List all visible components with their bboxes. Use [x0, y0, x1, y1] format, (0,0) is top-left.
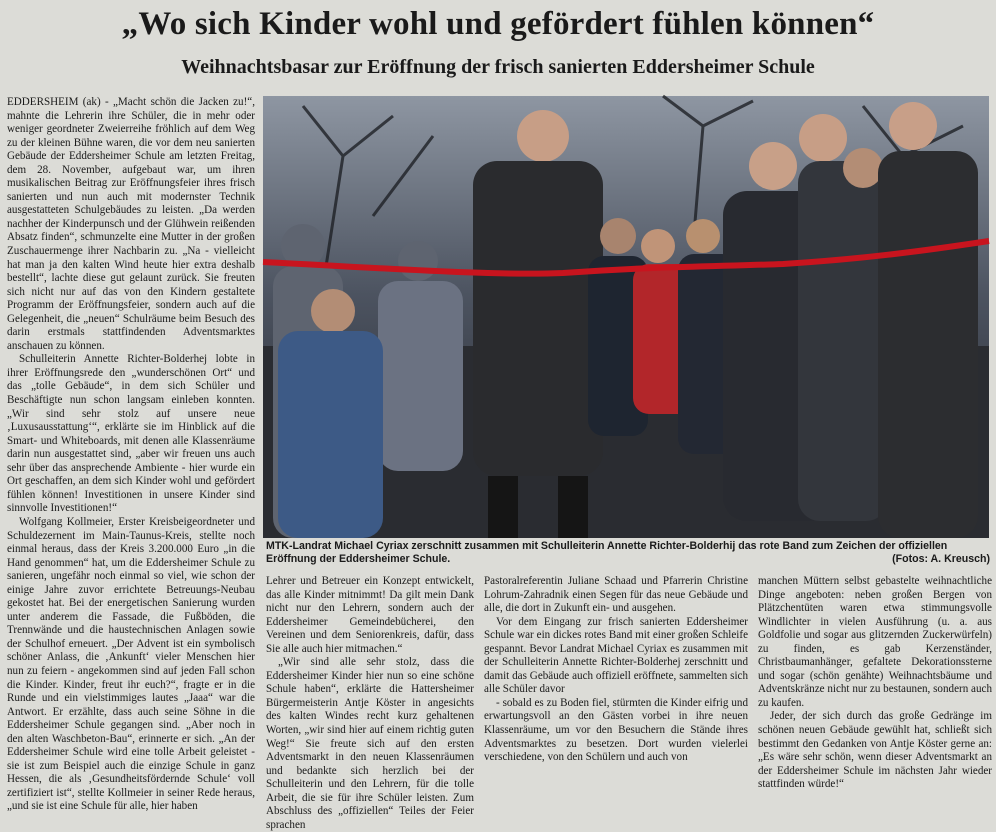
paragraph: Schulleiterin Annette Richter-Bolderhej lobte in ihrer Eröffnungsrede den „wunderschönen Ort“ und das „tolle Gebäude“, in dem sich Schüler und Beschäftigte nun schon langsam einleben konnten. „Wir sind sehr stolz auf unsere neue ‚Luxusausstattung‘“, erklärte sie im Hinblick auf die Smart- und Whiteboards, mit denen alle Klassenräume darin nun ausgestattet sind, „aber wir freuen uns auch sehr über das ansprechende Ambiente - hier wurde ein Ort geschaffen, an dem sich Kinder wohl und gefördert fühlen können! Investitionen in unsere Kinder sind sinnvolle Investitionen!“ — [7, 353, 255, 515]
subheadline: Weihnachtsbasar zur Eröffnung der frisch sanierten Eddersheimer Schule — [181, 56, 815, 78]
paragraph: manchen Müttern selbst gebastelte weihnachtliche Dinge angeboten: neben großen Bergen von Plätzchentüten waren etwa stimmungsvolle Windlichter in vielen Ausführung (u. a. aus Goldfolie und sogar aus glitzernden Zuckerwürfeln) zu finden, es gab Kerzenständer, Christbaumanhänger, gefaltete Dekorationssterne und sogar (schön genähte) Weihnachtsbäume und Adventskränze nicht nur zu bestaunen, sondern auch zu kaufen. — [758, 575, 992, 709]
article-column-4 — [758, 575, 992, 791]
paragraph: „Wir sind alle sehr stolz, dass die Eddersheimer Kinder hier nun so eine schöne Schule haben“, erklärte die Hattersheimer Bürgermeisterin Antje Köster in angesichts des kalten Windes recht kurz gehaltenen Worten, „wir sind hier auf einem richtig guten Weg!“ Sie freute sich auf den ersten Adventsmarkt in den neuen Klassenräumen und bedankte sich herzlich bei der Schulleiterin und den Lehrern, für die tolle Arbeit, die sie für ihre Schüler leisten. Zum Abschluss des „offiziellen“ Teiles der Feier sprachen — [266, 656, 474, 831]
photo-caption — [266, 540, 990, 565]
paragraph: Lehrer und Betreuer ein Konzept entwickelt, das alle Kinder mitnimmt! Da gilt mein Dank nicht nur den Lehrern, sondern auch der Eddersheimer Gemeindebücherei, den Vereinen und dem Seniorenkreis, dafür, dass Sie alle auch hier mitmachen.“ — [266, 575, 474, 655]
paragraph: - sobald es zu Boden fiel, stürmten die Kinder eifrig und erwartungsvoll an den Gästen vorbei in ihre neuen Klassenräume, um vor den Besuchern die Stände ihres Adventsmarktes zu besetzen. Dort wurden vielerlei verschiedene, von den Schülern und auch von — [484, 696, 748, 764]
caption-text: MTK-Landrat Michael Cyriax zerschnitt zusammen mit Schulleiterin Annette Richter-Bolderhij das rote Band zum Zeichen der offiziellen Eröffnung der Eddersheimer Schule. — [266, 540, 948, 565]
paragraph: Vor dem Eingang zur frisch sanierten Eddersheimer Schule war ein dickes rotes Band mit einer großen Schleife gespannt. Bevor Landrat Michael Cyriax es zusammen mit der Schulleiterin Annette Richter-Bolderhej zerschnitt und damit das Gebäude auch offiziell eröffnete, sammelten sich alle Schüler davor — [484, 615, 748, 696]
article-column-1 — [7, 96, 255, 813]
article-column-2 — [266, 575, 474, 831]
article-column-3 — [484, 575, 748, 767]
paragraph: Jeder, der sich durch das große Gedränge im schönen neuen Gebäude gewühlt hat, schließt sich bestimmt den Gedanken von Antje Köster gerne an: „Es wäre sehr schön, wenn dieser Adventsmarkt an der Eddersheimer Schule im nächsten Jahr wieder stattfinden würde!“ — [758, 710, 992, 791]
ribbon-cutting-photo — [263, 96, 989, 538]
paragraph: Pastoralreferentin Juliane Schaad und Pfarrerin Christine Lohrum-Zahradnik einen Segen für das neue Gebäude und alle, die dort in Zukunft ein- und ausgehen. — [484, 575, 748, 615]
photo-credit: (Fotos: A. Kreusch) — [892, 552, 990, 565]
paragraph: EDDERSHEIM (ak) - „Macht schön die Jacken zu!“, mahnte die Lehrerin ihre Schüler, die in mehr oder weniger geordneter Zweierreihe fröhlich auf dem Weg zu der kleinen Bühne waren, die vor dem neu sanierten Gebäude der Eddersheimer Schule am letzten Freitag, dem 28. November, aufgebaut war, um ihren musikalischen Beitrag zur Eröffnungsfeier ihres frisch sanierten und nun auch mit modernster Technik ausgestatteten Schulgebäudes zu leisten. „Da werden nachher der Kinderpunsch und der Glühwein reißenden Absatz finden“, schmunzelte eine Mutter in der großen Zuschauermenge ihrer Nachbarin zu. „Na - vielleicht hat man ja den kalten Wind heute hier extra deshalb bestellt“, lachte diese gut gelaunt zurück. Sie freuten sich nicht nur auf das von den Kindern gestaltete Programm der Eröffnungsfeier, sondern auch auf die Gelegenheit, die „neuen“ Schulräume beim Besuch des darin erstmals stattfindenden Adventsmarktes anschauen zu können. — [7, 96, 255, 352]
paragraph: Wolfgang Kollmeier, Erster Kreisbeigeordneter und Schuldezernent im Main-Taunus-Kreis, stellte noch einmal heraus, dass der Kreis 3.200.000 Euro „in die Hand genommen“ hat, um die Eddersheimer Schule zu sanieren, ungefähr noch einmal so viel, wie schon der einige Jahre zuvor errichtete Betreuungs-Neubau gekostet hat. Bei der energetischen Sanierung wurden unter anderem die Fassade, die Fußböden, die Trennwände und die haustechnischen Anlagen sowie der Schulhof erneuert. „Der Advent ist ein symbolisch schöner Anlass, die ‚Ankunft‘ vieler Menschen hier nun zu feiern - angekommen sind auf jeden Fall schon die Kinder. Kinder, freut ihr euch?“, fragte er in die Runde und ein vielstimmiges lautes „Jaaa“ war die Antwort. Er erzählte, dass auch seine Söhne in die Eddersheimer Schule gegangen sind. „Aber noch in den alten Waschbeton-Bau“, erinnerte er sich. „An der Eddersheimer Schule wird eine tolle Arbeit geleistet - sie ist zum Beispiel auch die einzige Schule in ganz Hessen, die als ‚Gesundheitsfördernde Schule‘ voll zertifiziert ist“, stellte Kollmeier in seiner Rede heraus, „und sie ist eine Schule für alle, hier haben — [7, 515, 255, 813]
headline: „Wo sich Kinder wohl und gefördert fühlen können“ — [121, 6, 875, 42]
